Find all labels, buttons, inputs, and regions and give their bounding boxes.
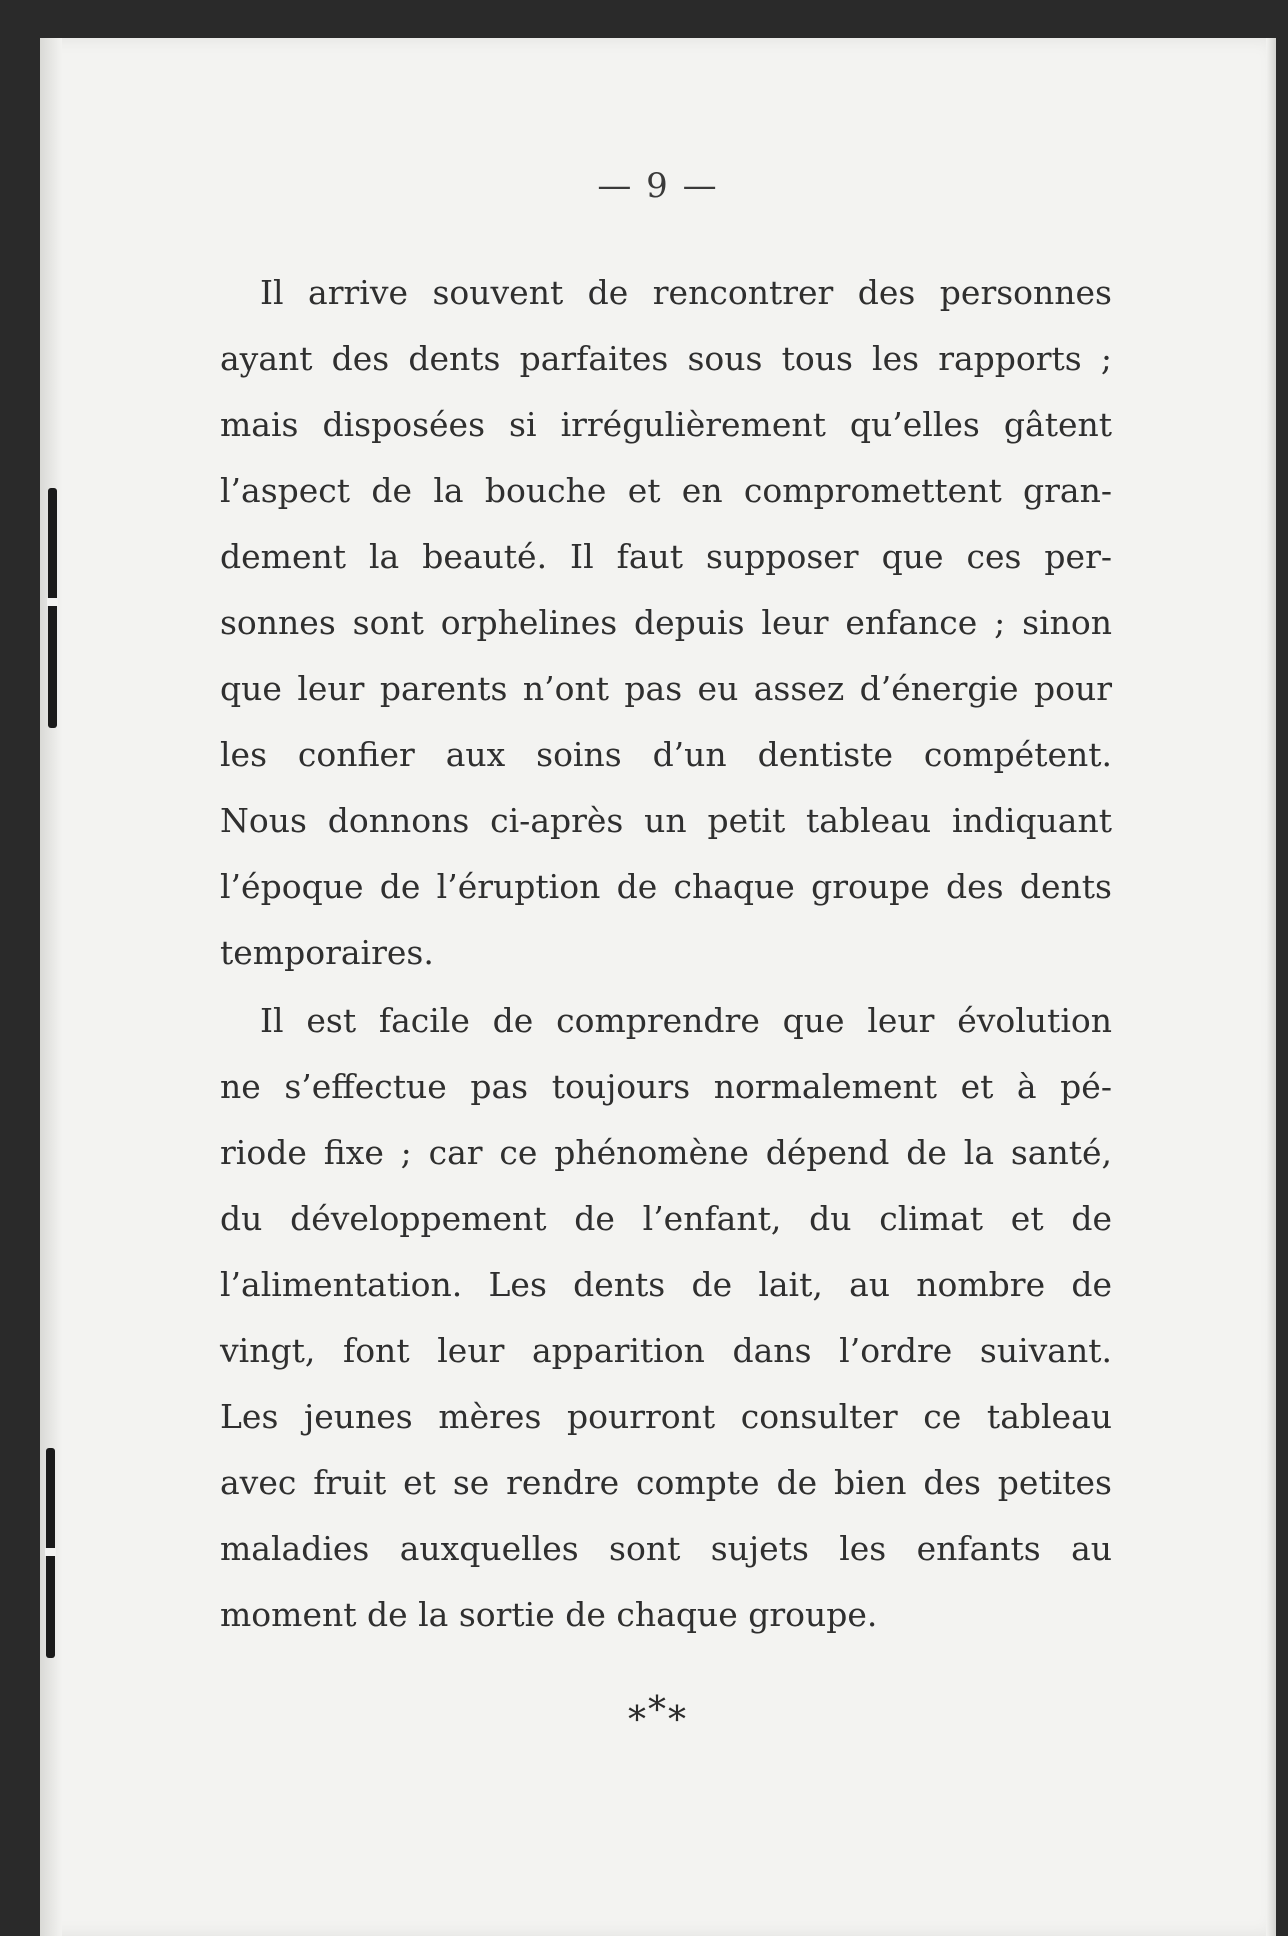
text-line: Il arrive souvent de rencontrer des personnes bbox=[260, 273, 1112, 312]
asterisk: * bbox=[628, 1700, 648, 1741]
binding-mark bbox=[48, 488, 57, 728]
text-line: vingt, font leur apparition dans l’ordre suivant. bbox=[220, 1331, 1112, 1370]
binding-mark-gap bbox=[45, 1548, 56, 1556]
text-line: riode fixe ; car ce phénomène dépend de la santé, bbox=[220, 1133, 1112, 1172]
text-line: Nous donnons ci-après un petit tableau indiquant bbox=[220, 801, 1112, 840]
text-line: l’alimentation. Les dents de lait, au nombre de bbox=[220, 1265, 1112, 1304]
text-line: Il est facile de comprendre que leur évolution bbox=[260, 1001, 1112, 1040]
scanned-page bbox=[40, 38, 1276, 1936]
text-line: avec fruit et se rendre compte de bien des petites bbox=[220, 1463, 1112, 1502]
body-text bbox=[220, 260, 1112, 1648]
asterisk: * bbox=[648, 1690, 668, 1731]
paragraph-2 bbox=[220, 988, 1112, 1648]
binding-mark-gap bbox=[47, 598, 58, 606]
page-edge-shadow bbox=[1266, 38, 1276, 1936]
text-line: que leur parents n’ont pas eu assez d’énergie pour bbox=[220, 669, 1112, 708]
text-line: l’aspect de la bouche et en compromettent gran- bbox=[220, 471, 1112, 510]
text-line: mais disposées si irrégulièrement qu’elles gâtent bbox=[220, 405, 1112, 444]
text-line: dement la beauté. Il faut supposer que ces per- bbox=[220, 537, 1112, 576]
text-line: sonnes sont orphelines depuis leur enfance ; sinon bbox=[220, 603, 1112, 642]
text-line: ne s’effectue pas toujours normalement et à pé- bbox=[220, 1067, 1112, 1106]
text-line: du développement de l’enfant, du climat et de bbox=[220, 1199, 1112, 1238]
page-number: — 9 — bbox=[597, 166, 719, 206]
text-line: temporaires. bbox=[220, 933, 434, 972]
text-line: l’époque de l’éruption de chaque groupe des dents bbox=[220, 867, 1112, 906]
text-line: ayant des dents parfaites sous tous les rapports ; bbox=[220, 339, 1112, 378]
asterism-ornament bbox=[40, 1690, 1276, 1741]
text-line: maladies auxquelles sont sujets les enfants au bbox=[220, 1529, 1112, 1568]
paragraph-1 bbox=[220, 260, 1112, 986]
text-line: les confier aux soins d’un dentiste compétent. bbox=[220, 735, 1112, 774]
text-line: moment de la sortie de chaque groupe. bbox=[220, 1595, 878, 1634]
text-line: Les jeunes mères pourront consulter ce tableau bbox=[220, 1397, 1112, 1436]
asterisk: * bbox=[668, 1700, 688, 1741]
